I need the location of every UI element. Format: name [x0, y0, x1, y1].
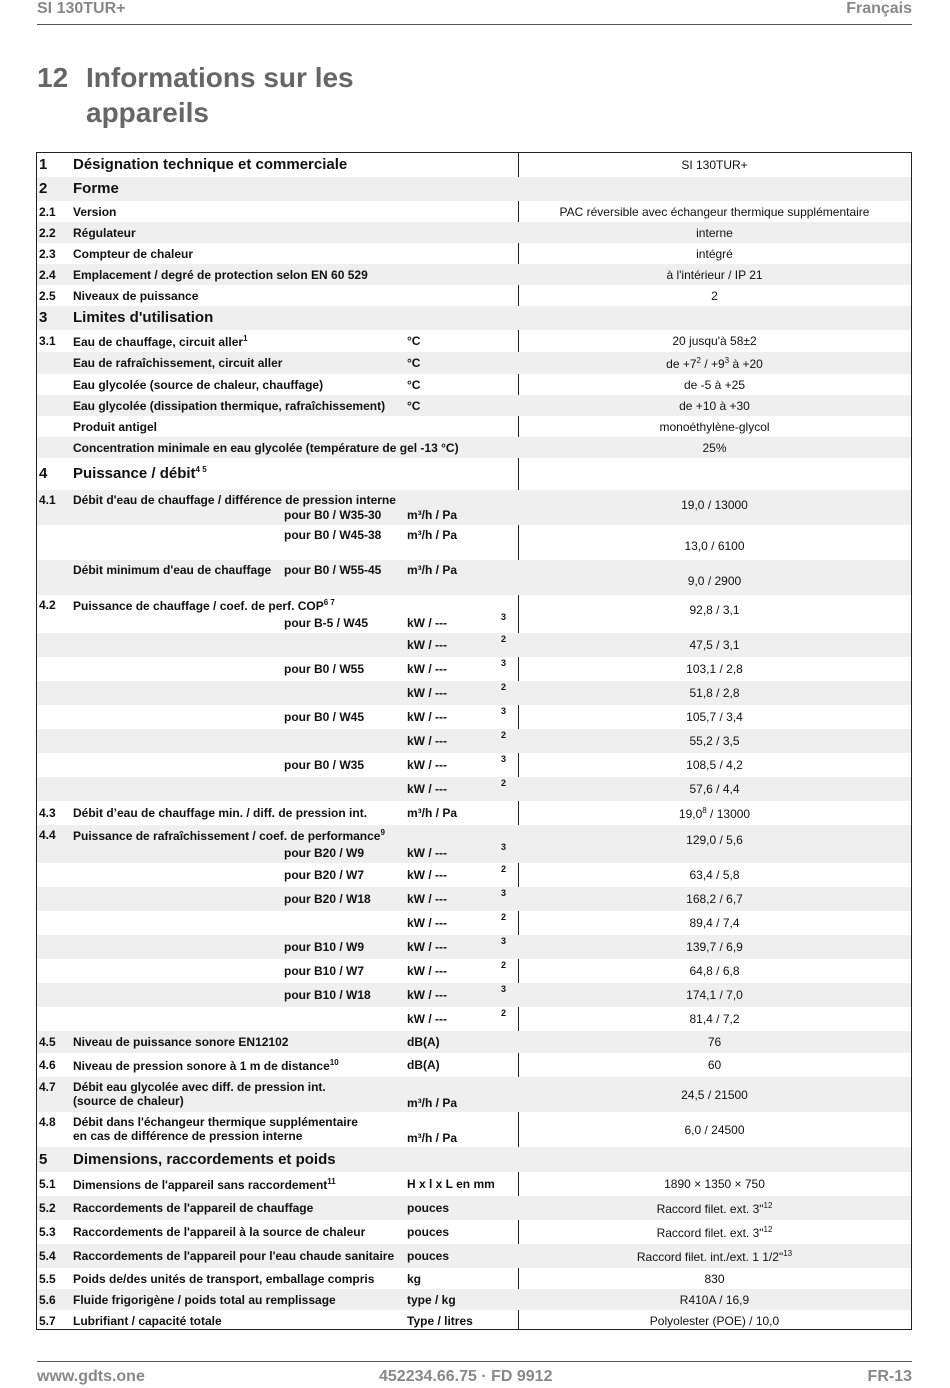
- footnote-ref: 13: [783, 1249, 793, 1258]
- row-number: 2.4: [39, 268, 56, 282]
- table-row: [37, 935, 911, 959]
- row-unit: kW / ---: [407, 868, 447, 882]
- row-value: 76: [707, 1035, 722, 1049]
- row-value: Raccord filet. ext. 3"$^{12}$: [656, 1201, 773, 1216]
- row-value: Raccord filet. int./ext. 1 1/2"$^{13}$: [636, 1249, 793, 1264]
- row-number: 5.1: [39, 1177, 56, 1191]
- row-unit: kW / ---: [407, 638, 447, 652]
- table-row: [37, 681, 911, 705]
- row-value: 1890 × 1350 × 750: [664, 1177, 765, 1191]
- row-unit: kW / ---: [407, 662, 447, 676]
- row-value: interne: [696, 226, 733, 240]
- row-value: 174,1 / 7,0: [686, 988, 743, 1002]
- header-model: SI 130TUR+: [37, 0, 126, 17]
- row-unit: kW / ---: [407, 734, 447, 748]
- power-stage: 2: [501, 864, 507, 874]
- row-value: 63,4 / 5,8: [689, 868, 740, 882]
- row-value: 19,0 / 13000: [681, 498, 748, 512]
- row-label: Débit dans l'échangeur thermique supplémentaire: [73, 1115, 358, 1129]
- row-value: 105,7 / 3,4: [686, 710, 743, 724]
- row-number: 4.6: [39, 1058, 56, 1072]
- row-value: 20 jusqu'à 58±2: [672, 334, 757, 348]
- row-number: 5: [39, 1151, 48, 1168]
- table-row: [37, 1147, 911, 1172]
- row-value: 89,4 / 7,4: [689, 916, 740, 930]
- footer-page-number: FR-13: [867, 1368, 912, 1385]
- row-value: R410A / 16,9: [679, 1293, 750, 1307]
- table-row: [37, 657, 911, 681]
- table-row: [37, 1268, 911, 1289]
- row-number: 5.5: [39, 1272, 56, 1286]
- row-unit: kW / ---: [407, 710, 447, 724]
- row-number: 4.3: [39, 806, 56, 820]
- power-stage: 3: [501, 936, 507, 946]
- row-unit: °C: [407, 378, 421, 392]
- table-row: [37, 705, 911, 729]
- row-unit: kW / ---: [407, 892, 447, 906]
- row-label: Lubrifiant / capacité totale: [73, 1314, 222, 1328]
- row-unit: m³/h / Pa: [407, 1131, 458, 1145]
- row-condition: pour B10 / W7: [284, 964, 365, 978]
- row-unit: kW / ---: [407, 916, 447, 930]
- row-condition: pour B0 / W45-38: [284, 528, 382, 542]
- row-unit: kW / ---: [407, 846, 447, 860]
- row-label: Compteur de chaleur: [73, 247, 194, 261]
- footnote-ref: 8: [702, 806, 707, 815]
- row-condition: pour B-5 / W45: [284, 616, 369, 630]
- table-row: [37, 911, 911, 935]
- row-value: intégré: [696, 247, 733, 261]
- power-stage: 3: [501, 888, 507, 898]
- footnote-ref: 10: [329, 1058, 339, 1067]
- row-value: 19,0$^8$ / 13000: [678, 806, 751, 821]
- row-value: 103,1 / 2,8: [686, 662, 743, 676]
- table-row: [37, 416, 911, 437]
- row-number: 4.1: [39, 493, 56, 507]
- table-row: [37, 560, 911, 595]
- table-row: [37, 1196, 911, 1220]
- row-condition: pour B20 / W7: [284, 868, 365, 882]
- row-label: Version: [73, 205, 117, 219]
- row-unit: Type / litres: [407, 1314, 473, 1328]
- footnote-ref: 9: [380, 828, 385, 837]
- row-value: 168,2 / 6,7: [686, 892, 743, 906]
- page-footer: [37, 1361, 912, 1388]
- row-label: Eau de rafraîchissement, circuit aller: [73, 356, 283, 370]
- row-unit: m³/h / Pa: [407, 508, 458, 522]
- table-row: [37, 243, 911, 264]
- power-stage: 2: [501, 634, 507, 644]
- row-label: Niveau de puissance sonore EN12102: [73, 1035, 289, 1049]
- table-row: [37, 264, 911, 285]
- footnote-ref: 12: [763, 1201, 773, 1210]
- row-label: Débit eau glycolée avec diff. de pression int.: [73, 1080, 326, 1094]
- row-label: Raccordements de l'appareil à la source de chaleur: [73, 1225, 366, 1239]
- row-label: Raccordements de l'appareil de chauffage: [73, 1201, 314, 1215]
- table-row: [37, 729, 911, 753]
- footnote-ref: 6 7: [323, 598, 335, 607]
- row-label: Eau glycolée (source de chaleur, chauffage): [73, 378, 324, 392]
- row-condition: pour B0 / W55: [284, 662, 365, 676]
- footer-docref: 452234.66.75 · FD 9912: [379, 1368, 553, 1385]
- row-number: 4.8: [39, 1115, 56, 1129]
- row-unit: dB(A): [407, 1035, 440, 1049]
- row-label: Forme: [73, 180, 119, 197]
- table-row: [37, 330, 911, 352]
- table-row: [37, 1244, 911, 1268]
- table-row: [37, 458, 911, 490]
- row-number: 2.3: [39, 247, 56, 261]
- table-row: [37, 1310, 911, 1331]
- footnote-ref: 4 5: [195, 465, 207, 474]
- row-label: Débit d'eau de chauffage / différence de pression interne: [73, 493, 396, 507]
- row-number: 5.6: [39, 1293, 56, 1307]
- row-value: de $+7^2 / +9^3$ à +20: [666, 356, 763, 371]
- table-row: [37, 633, 911, 657]
- row-value: 6,0 / 24500: [684, 1123, 745, 1137]
- row-value: 129,0 / 5,6: [686, 833, 743, 847]
- row-condition: pour B10 / W9: [284, 940, 365, 954]
- table-row: [37, 306, 911, 330]
- table-row: [37, 352, 911, 374]
- power-stage: 2: [501, 912, 507, 922]
- power-stage: 2: [501, 960, 507, 970]
- row-number: 4: [39, 465, 48, 482]
- table-row: [37, 983, 911, 1007]
- table-row: [37, 1220, 911, 1244]
- table-row: [37, 1053, 911, 1077]
- row-number: 4.7: [39, 1080, 56, 1094]
- table-row: [37, 395, 911, 416]
- row-unit: kg: [407, 1272, 422, 1286]
- row-unit: type / kg: [407, 1293, 456, 1307]
- row-label: Niveau de pression sonore à 1 m de distance$^{10}$: [73, 1058, 339, 1073]
- row-number: 2.2: [39, 226, 56, 240]
- row-number: 2.1: [39, 205, 56, 219]
- row-value: 55,2 / 3,5: [689, 734, 740, 748]
- table-row: [37, 863, 911, 887]
- row-value: de -5 à +25: [683, 378, 746, 392]
- table-row: [37, 1031, 911, 1053]
- row-label-continued: (source de chaleur): [73, 1094, 184, 1108]
- table-row: [37, 777, 911, 801]
- table-row: [37, 887, 911, 911]
- row-label: Fluide frigorigène / poids total au remplissage: [73, 1293, 336, 1307]
- row-unit: m³/h / Pa: [407, 528, 458, 542]
- table-row: [37, 595, 911, 633]
- table-row: [37, 222, 911, 243]
- footer-website: www.gdts.one: [37, 1368, 145, 1385]
- page-header: [37, 0, 912, 25]
- table-row: [37, 801, 911, 825]
- spec-table: [36, 152, 912, 1330]
- row-value: Raccord filet. ext. 3"$^{12}$: [656, 1225, 773, 1240]
- power-stage: 3: [501, 658, 507, 668]
- row-number: 4.2: [39, 598, 56, 612]
- row-value: 60: [707, 1058, 722, 1072]
- table-row: [37, 753, 911, 777]
- row-value: 51,8 / 2,8: [689, 686, 740, 700]
- row-condition: pour B0 / W35: [284, 758, 365, 772]
- row-number: 4.4: [39, 828, 56, 842]
- power-stage: 2: [501, 778, 507, 788]
- row-value: monoéthylène-glycol: [659, 420, 770, 434]
- table-row: [37, 1172, 911, 1196]
- row-number: 3.1: [39, 334, 56, 348]
- power-stage: 2: [501, 682, 507, 692]
- row-label: Niveaux de puissance: [73, 289, 199, 303]
- table-row: [37, 1112, 911, 1147]
- row-unit: m³/h / Pa: [407, 806, 458, 820]
- row-label: Eau de chauffage, circuit aller$^1$: [73, 334, 248, 349]
- row-unit: H x l x L en mm: [407, 1177, 495, 1191]
- row-value: 108,5 / 4,2: [686, 758, 743, 772]
- row-label-continued: en cas de différence de pression interne: [73, 1129, 303, 1143]
- power-stage: 3: [501, 754, 507, 764]
- row-label: Puissance de chauffage / coef. de perf. $COP^{6 7}$: [73, 598, 335, 613]
- row-unit: kW / ---: [407, 988, 447, 1002]
- footnote-ref: 1: [243, 334, 248, 343]
- row-number: 1: [39, 156, 48, 173]
- row-value: 139,7 / 6,9: [686, 940, 743, 954]
- row-unit: kW / ---: [407, 758, 447, 772]
- row-label: Débit minimum d'eau de chauffage: [73, 563, 272, 577]
- row-label: Débit d’eau de chauffage min. / diff. de pression int.: [73, 806, 368, 820]
- table-row: [37, 1007, 911, 1031]
- row-condition: pour B10 / W18: [284, 988, 371, 1002]
- row-value: à l'intérieur / IP 21: [666, 268, 763, 282]
- table-row: [37, 285, 911, 306]
- row-value: SI 130TUR+: [681, 158, 748, 172]
- table-row: [37, 1077, 911, 1112]
- row-label: Désignation technique et commerciale: [73, 156, 348, 173]
- row-label: Puissance / débit$^{4 5}$: [73, 465, 207, 482]
- section-number: 12: [37, 62, 69, 93]
- row-label: Puissance de rafraîchissement / coef. de performance$^9$: [73, 828, 385, 843]
- row-value: Polyolester (POE) / 10,0: [649, 1314, 780, 1328]
- table-row: [37, 525, 911, 560]
- row-value: 57,6 / 4,4: [689, 782, 740, 796]
- row-label: Régulateur: [73, 226, 136, 240]
- row-unit: m³/h / Pa: [407, 563, 458, 577]
- table-row: [37, 437, 911, 458]
- row-unit: pouces: [407, 1249, 450, 1263]
- row-value: 13,0 / 6100: [684, 539, 745, 553]
- row-number: 5.3: [39, 1225, 56, 1239]
- row-value: 92,8 / 3,1: [689, 603, 740, 617]
- row-value: 9,0 / 2900: [687, 574, 742, 588]
- row-label: Produit antigel: [73, 420, 157, 434]
- row-unit: dB(A): [407, 1058, 440, 1072]
- row-number: 4.5: [39, 1035, 56, 1049]
- row-number: 2: [39, 180, 48, 197]
- row-number: 2.5: [39, 289, 56, 303]
- row-value: 24,5 / 21500: [681, 1088, 748, 1102]
- row-value: 25%: [702, 441, 727, 455]
- power-stage: 2: [501, 1008, 507, 1018]
- row-unit: kW / ---: [407, 1012, 447, 1026]
- footnote-ref: 12: [763, 1225, 773, 1234]
- table-row: [37, 153, 911, 177]
- row-value: 47,5 / 3,1: [689, 638, 740, 652]
- section-heading: Informations sur les appareils: [86, 62, 354, 128]
- row-condition: pour B0 / W45: [284, 710, 365, 724]
- row-number: 5.7: [39, 1314, 56, 1328]
- row-label: Dimensions de l'appareil sans raccordement$^{11}$: [73, 1177, 336, 1192]
- table-row: [37, 1289, 911, 1310]
- row-value: 830: [704, 1272, 725, 1286]
- row-number: 5.2: [39, 1201, 56, 1215]
- row-condition: pour B20 / W9: [284, 846, 365, 860]
- row-unit: °C: [407, 334, 421, 348]
- row-condition: pour B0 / W35-30: [284, 508, 382, 522]
- row-condition: pour B20 / W18: [284, 892, 371, 906]
- row-unit: m³/h / Pa: [407, 1096, 458, 1110]
- row-value: de +10 à +30: [679, 399, 750, 413]
- footnote-ref: 11: [327, 1177, 336, 1186]
- row-value: PAC réversible avec échangeur thermique supplémentaire: [559, 205, 870, 219]
- row-label: Emplacement / degré de protection selon EN 60 529: [73, 268, 368, 282]
- table-row: [37, 201, 911, 222]
- row-value: 64,8 / 6,8: [689, 964, 740, 978]
- power-stage: 2: [501, 730, 507, 740]
- row-label: Limites d'utilisation: [73, 309, 214, 326]
- row-unit: pouces: [407, 1225, 450, 1239]
- table-row: [37, 825, 911, 863]
- power-stage: 3: [501, 842, 507, 852]
- footnote-ref: 3: [724, 356, 730, 365]
- row-unit: kW / ---: [407, 686, 447, 700]
- power-stage: 3: [501, 612, 507, 622]
- row-unit: kW / ---: [407, 940, 447, 954]
- row-label: Concentration minimale en eau glycolée (température de gel -13 °C): [73, 441, 459, 455]
- row-unit: °C: [407, 399, 421, 413]
- power-stage: 3: [501, 984, 507, 994]
- row-unit: pouces: [407, 1201, 450, 1215]
- row-number: 3: [39, 309, 48, 326]
- table-row: [37, 490, 911, 525]
- row-label: Poids de/des unités de transport, emballage compris: [73, 1272, 375, 1286]
- row-number: 5.4: [39, 1249, 56, 1263]
- row-label: Raccordements de l'appareil pour l'eau chaude sanitaire: [73, 1249, 395, 1263]
- row-value: 2: [711, 289, 718, 303]
- row-label: Dimensions, raccordements et poids: [73, 1151, 336, 1168]
- row-condition: pour B0 / W55-45: [284, 563, 382, 577]
- row-unit: °C: [407, 356, 421, 370]
- header-language: Français: [846, 0, 912, 17]
- table-row: [37, 177, 911, 201]
- row-unit: kW / ---: [407, 964, 447, 978]
- table-row: [37, 374, 911, 395]
- table-row: [37, 959, 911, 983]
- footnote-ref: 2: [696, 356, 701, 365]
- row-label: Eau glycolée (dissipation thermique, rafraîchissement): [73, 399, 386, 413]
- row-unit: kW / ---: [407, 782, 447, 796]
- row-value: 81,4 / 7,2: [689, 1012, 740, 1026]
- power-stage: 3: [501, 706, 507, 716]
- row-unit: kW / ---: [407, 616, 447, 630]
